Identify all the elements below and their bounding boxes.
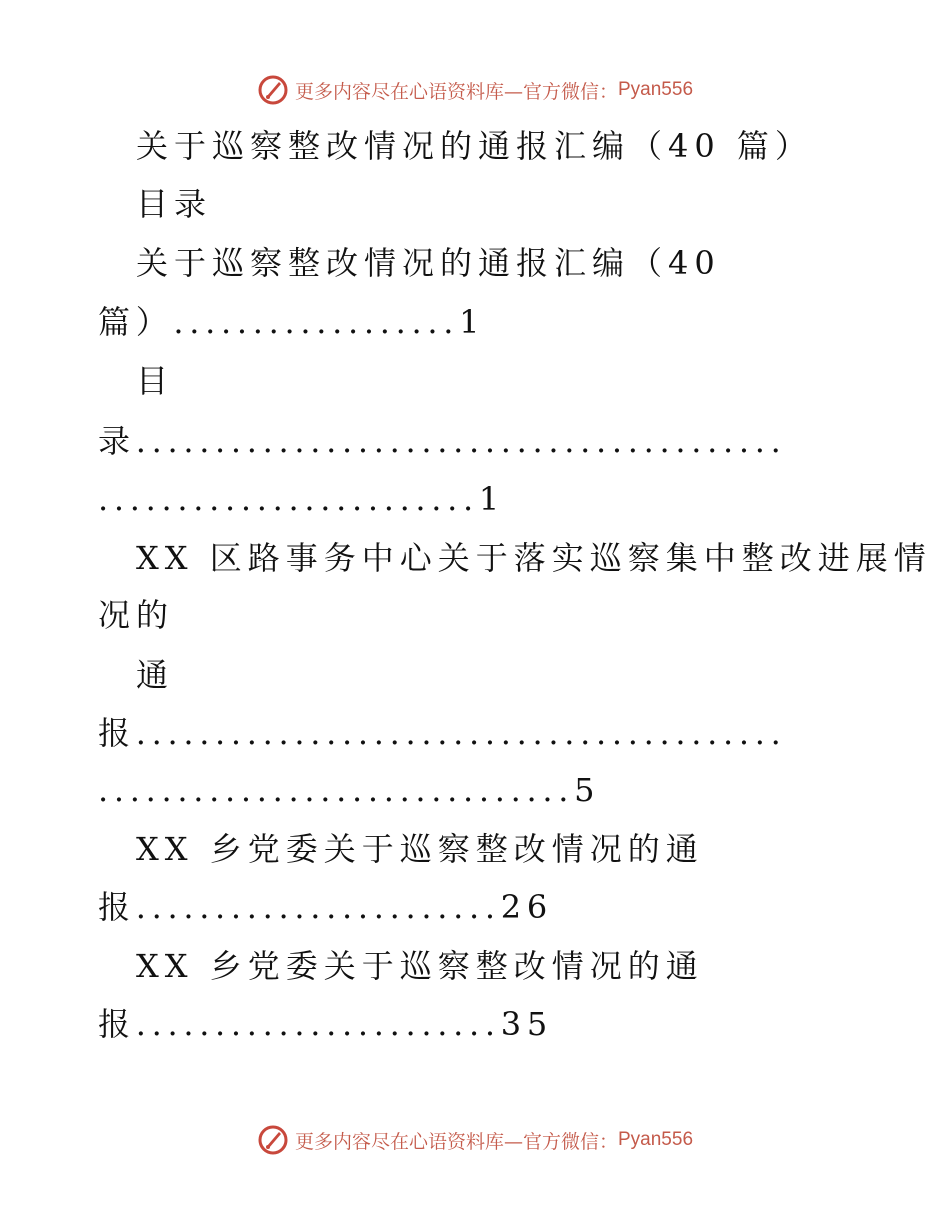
- document-title: 关于巡察整改情况的通报汇编（40 篇）: [136, 127, 813, 165]
- toc-heading: 目录: [136, 185, 213, 223]
- toc-entry-3-line-4: 报.........................................: [98, 714, 787, 752]
- quill-logo-icon: [257, 74, 289, 106]
- toc-entry-4-line-2: 报.......................26: [98, 888, 553, 926]
- banner-text: 更多内容尽在心语资料库—官方微信：: [294, 1130, 618, 1153]
- quill-logo-icon: [257, 1124, 289, 1156]
- header-watermark-banner: [0, 70, 950, 110]
- toc-entry-1-line-1: 关于巡察整改情况的通报汇编（40: [136, 244, 721, 282]
- toc-entry-5-line-1: XX 乡党委关于巡察整改情况的通: [136, 947, 704, 985]
- toc-entry-3-line-2: 况的: [98, 596, 175, 634]
- toc-entry-3-line-5: ..............................5: [98, 771, 601, 809]
- toc-entry-4-line-1: XX 乡党委关于巡察整改情况的通: [136, 830, 704, 868]
- toc-entry-5-line-2: 报.......................35: [98, 1005, 553, 1043]
- toc-entry-1-line-2: 篇）..................1: [98, 303, 486, 341]
- footer-watermark-banner: [0, 1120, 950, 1160]
- toc-entry-3-line-3: 通: [136, 656, 175, 694]
- banner-wechat-id: Pyan556: [618, 79, 694, 100]
- toc-entry-2-line-2: 录.........................................: [98, 422, 787, 460]
- banner-text: 更多内容尽在心语资料库—官方微信：: [294, 80, 618, 103]
- banner-wechat-id: Pyan556: [618, 1129, 694, 1150]
- toc-entry-2-line-3: ........................1: [98, 480, 505, 518]
- toc-entry-2-line-1: 目: [136, 362, 175, 400]
- toc-entry-3-line-1: XX 区路事务中心关于落实巡察集中整改进展情: [136, 539, 932, 577]
